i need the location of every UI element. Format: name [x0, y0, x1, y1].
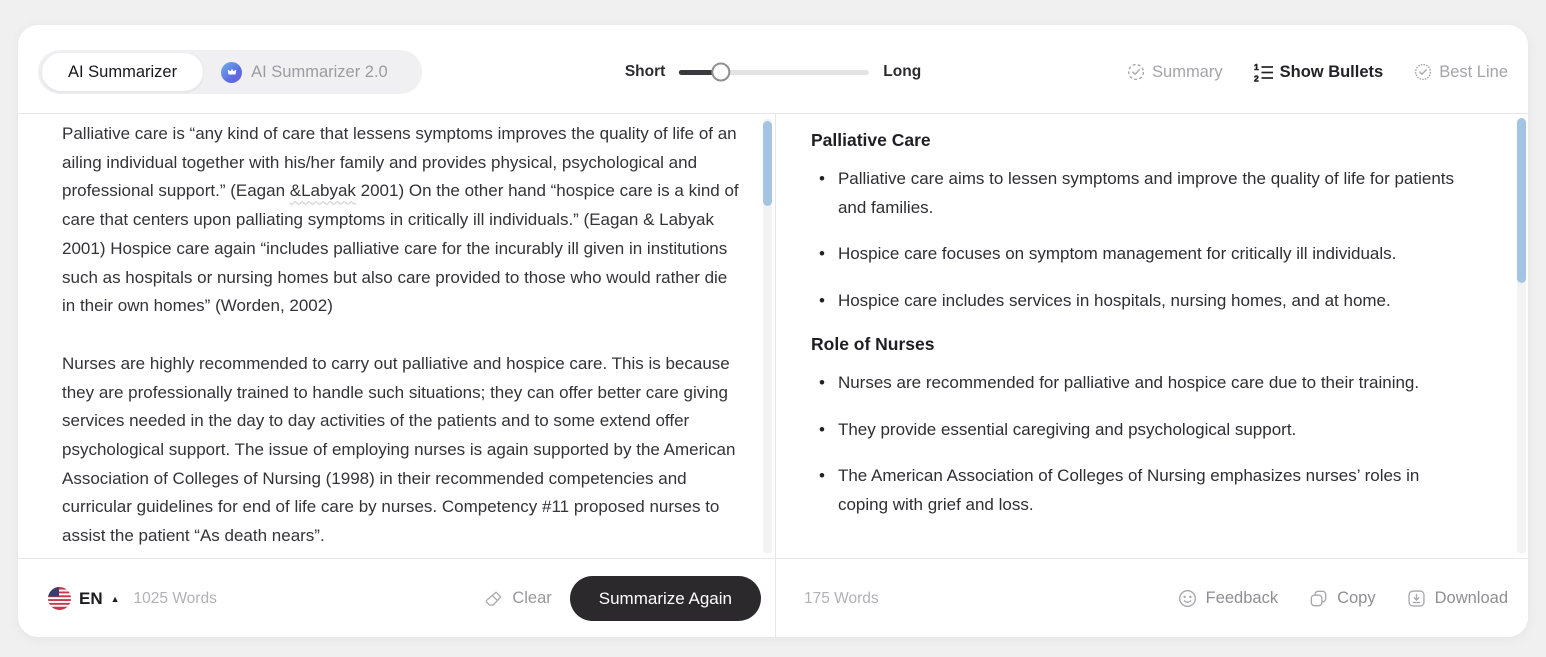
top-actions	[1126, 50, 1508, 94]
summarizer-card	[18, 25, 1528, 637]
bullet-dot: •	[819, 169, 825, 188]
copy-label: Copy	[1337, 589, 1376, 607]
feedback-label: Feedback	[1205, 589, 1279, 607]
source-paragraph-1: Palliative care is “any kind of care that lessens symptoms improves the quality of life of an ailing individual together with his/her family and provides physical, psychological and professional support.” (Eagan &Labyak 2001) On the other hand “hospice care is a kind of care that centers upon palliating symptoms in critically ill individuals.” (Eagan & Labyak 2001) Hospice care again “includes palliative care for the incurably ill given in institutions such as hospitals or nursing homes but also care provided to those who would rather die in their own homes” (Worden, 2002)	[62, 124, 739, 316]
footer	[18, 560, 1528, 637]
feedback-button[interactable]	[1177, 588, 1278, 609]
chevron-up-icon: ▲	[110, 593, 120, 604]
tab-ai-summarizer[interactable]	[42, 53, 203, 91]
footer-left-actions	[483, 576, 761, 621]
premium-crown-icon	[221, 62, 242, 83]
summary-check-icon	[1126, 62, 1146, 82]
download-button[interactable]	[1406, 588, 1508, 609]
bullet-dot: •	[819, 466, 825, 486]
copy-button[interactable]	[1308, 588, 1376, 609]
summary-body	[776, 114, 1528, 520]
footer-right-actions	[1177, 588, 1508, 609]
summary-scrollbar-track[interactable]	[1517, 118, 1526, 554]
eraser-icon	[483, 588, 505, 610]
panel-divider	[775, 113, 776, 637]
smiley-icon	[1177, 588, 1198, 609]
source-word-count: 1025 Words	[133, 589, 217, 607]
summary-bullet: • Hospice care includes services in hospitals, nursing homes, and at home.	[811, 287, 1468, 316]
summary-scrollbar-thumb[interactable]	[1517, 118, 1526, 283]
footer-right	[776, 560, 1528, 637]
length-slider[interactable]	[679, 70, 869, 75]
tab-ai-summarizer-label: AI Summarizer	[68, 62, 178, 81]
summarize-again-button[interactable]: Summarize Again	[570, 576, 761, 621]
summary-bullet: • They provide essential caregiving and psychological support.	[811, 416, 1468, 445]
summary-section-heading: Palliative Care	[811, 130, 931, 150]
summary-section-heading: Role of Nurses	[811, 333, 935, 354]
bullet-dot: •	[819, 244, 825, 264]
clear-label: Clear	[512, 589, 552, 607]
source-text-panel[interactable]	[18, 114, 775, 558]
summary-bullet: • The American Association of Colleges of Nursing emphasizes nurses’ roles in coping with grief and loss.	[811, 462, 1468, 519]
show-bullets-label: Show Bullets	[1279, 62, 1384, 81]
slider-min-label: Short	[624, 63, 666, 80]
summary-bullet: • Palliative care aims to lessen symptoms and improve the quality of life for patients and families.	[811, 165, 1468, 222]
summary-bullet: • Hospice care focuses on symptom management for critically ill individuals.	[811, 240, 1468, 269]
length-slider-thumb[interactable]	[712, 63, 731, 82]
download-icon	[1406, 588, 1427, 609]
us-flag-icon	[48, 587, 71, 610]
summary-bullet: • Nurses are recommended for palliative and hospice care due to their training.	[811, 369, 1468, 398]
length-slider-group	[625, 50, 921, 94]
tab-ai-summarizer-2[interactable]	[203, 62, 408, 83]
source-text[interactable]	[18, 114, 775, 551]
summary-mode-button[interactable]	[1126, 62, 1223, 82]
clear-button[interactable]	[483, 588, 551, 610]
summary-mode-label: Summary	[1152, 62, 1223, 81]
mode-toggle	[38, 50, 422, 94]
svg-text:1: 1	[1253, 61, 1259, 72]
svg-text:2: 2	[1253, 73, 1259, 83]
badge-check-icon	[1413, 62, 1433, 82]
numbered-list-icon	[1253, 62, 1274, 83]
best-line-label: Best Line	[1439, 62, 1508, 81]
tab-ai-summarizer-2-label: AI Summarizer 2.0	[251, 62, 388, 81]
language-code: EN	[79, 588, 103, 608]
footer-left	[18, 560, 775, 637]
source-paragraph-2: Nurses are highly recommended to carry out palliative and hospice care. This is because they are professionally trained to handle such situations; they can offer better care giving services needed in the day to day activities of the patients and to some extend offer psychological support. The issue of employing nurses is again supported by the American Association of Colleges of Nursing (1998) in their recommended competencies and curricular guidelines for end of life care by nurses. Competency #11 proposed nurses to assist the patient “As death nears”.	[62, 353, 736, 546]
summary-word-count: 175 Words	[804, 589, 879, 607]
source-scrollbar-track[interactable]	[763, 118, 772, 554]
show-bullets-button[interactable]	[1253, 62, 1384, 83]
download-label: Download	[1434, 589, 1508, 607]
misspelled-word: &Labyak	[289, 181, 356, 201]
best-line-button[interactable]	[1413, 62, 1508, 82]
content-area	[18, 113, 1528, 559]
copy-icon	[1308, 588, 1329, 609]
slider-max-label: Long	[883, 63, 922, 80]
language-selector[interactable]	[48, 587, 120, 610]
bullet-dot: •	[819, 291, 825, 311]
toolbar	[18, 25, 1528, 113]
summary-panel[interactable]	[776, 114, 1528, 558]
bullet-dot: •	[819, 419, 825, 439]
source-scrollbar-thumb[interactable]	[763, 121, 772, 206]
bullet-dot: •	[819, 372, 825, 392]
